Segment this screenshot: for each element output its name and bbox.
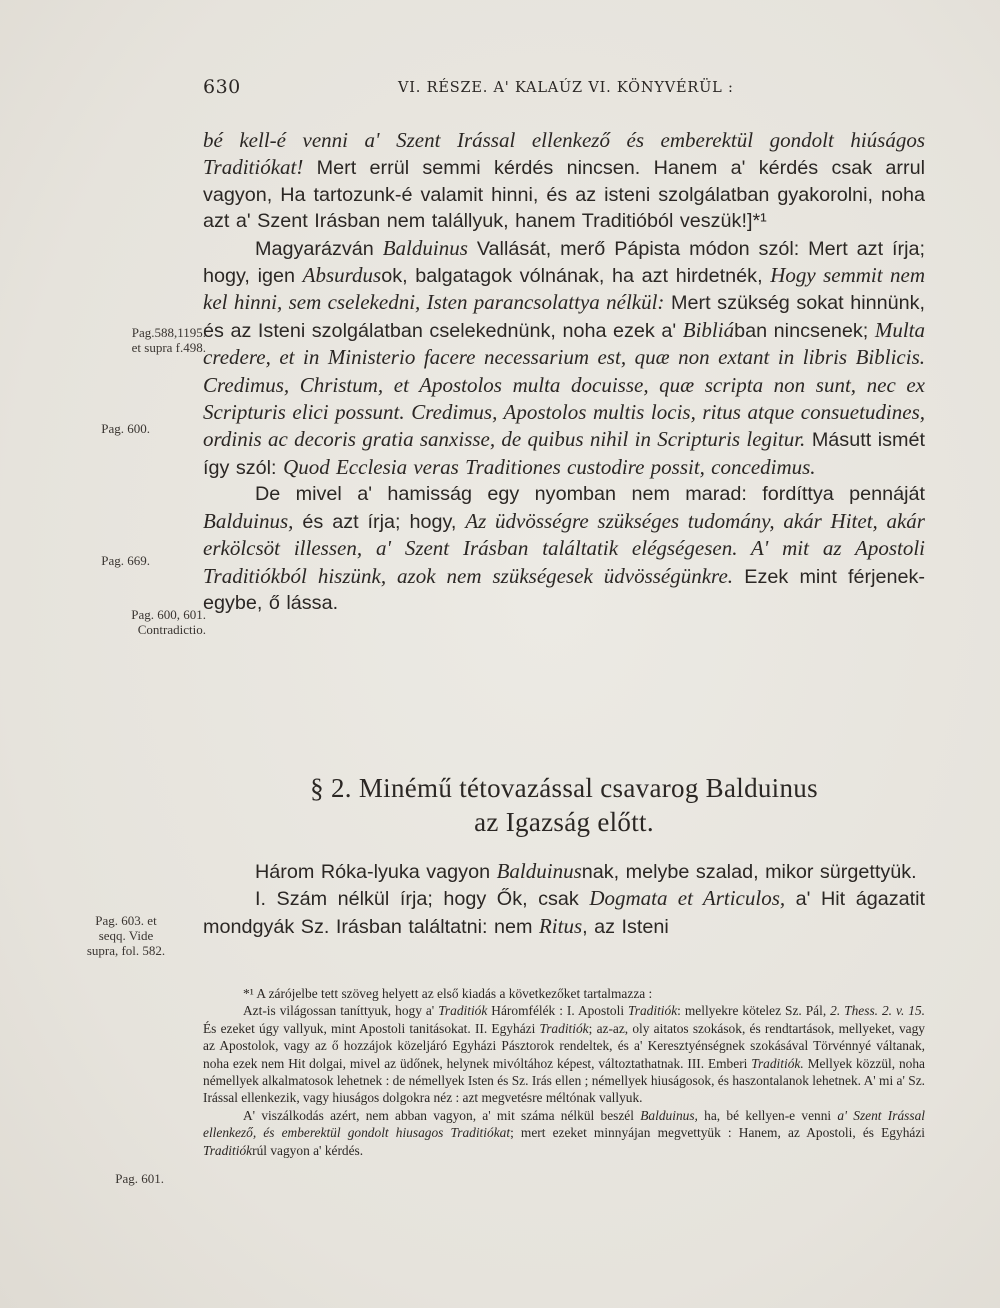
margin-note-line: Contradictio. xyxy=(137,622,206,637)
page-header xyxy=(0,74,1000,104)
paragraph-balduinus-confession xyxy=(203,235,925,482)
margin-note-pag-603 xyxy=(58,913,194,958)
margin-note-line: Pag. 603. et xyxy=(95,913,157,928)
text-run: Másutt ismét így szól: xyxy=(203,429,925,479)
margin-note-line: Pag. 600, 601. xyxy=(131,607,206,622)
text-run: ban nincsenek; xyxy=(734,319,875,342)
italic-text-run: Bibliá xyxy=(682,317,735,342)
section-heading xyxy=(203,771,925,839)
section-paragraph-1 xyxy=(203,858,925,885)
italic-text-run: Dogmata et Articulos, xyxy=(589,886,786,911)
text-run: Ezek mint férjenek-egybe, ő lássa. xyxy=(203,565,926,614)
margin-note-line: et supra f.498. xyxy=(131,340,206,355)
text-run: Mert errül semmi kérdés nincsen. Hanem a' kérdés csak arrul vagyon, Ha tartozunk-é valamit hinni, és az isteni szolgálatban gyakorolni, noha azt a' Szent Irásban nem talállyuk, hanem Traditióból veszük!]*¹ xyxy=(203,157,925,233)
text-run: Vallását, merő Pápista módon szól: Mert azt írja; hogy, igen xyxy=(203,237,925,288)
italic-text-run: Balduinus xyxy=(382,235,468,260)
text-run: Háromfélék : I. Apostoli xyxy=(487,1003,629,1019)
page-number: 630 xyxy=(203,76,241,98)
section-text xyxy=(203,858,925,940)
text-run: Magyarázván xyxy=(255,237,383,260)
text-run: De mivel a' hamisság egy nyomban nem marad: fordíttya pennáját xyxy=(255,483,925,506)
italic-text-run: Ritus xyxy=(538,913,583,938)
footnote-1-body xyxy=(203,1002,925,1106)
section-heading-line-2: az Igazság előtt. xyxy=(474,807,654,837)
text-run: I. Szám nélkül írja; hogy Ők, csak xyxy=(255,888,590,911)
text-run: ok, balgatagok vólnának, ha azt hirdetnék, xyxy=(381,265,771,288)
paragraph-continuation xyxy=(203,127,925,235)
text-run: ; az-az, oly aitatos szokások, és rendtartások, mellyeket, vagy az Apostolok, vagy az ő hozzájok közeljáró Egyházi Pásztorok rendeltek, és a' Keresztyénségnek szokásával Törvénnyé váltanak, noha ezek nem Hit dolgai, mivel az üdőnek, helynek mivóltához képest, változtathatnak. III. Emberi xyxy=(203,1020,925,1071)
italic-text-run: Hogy semmit nem kel hinni, sem cselekedni, Isten parancsolattya nélkül: xyxy=(203,263,925,315)
margin-note-line: supra, fol. 582. xyxy=(86,943,166,958)
text-run: , az Isteni xyxy=(582,915,669,938)
italic-text-run: 2. Thess. 2. v. 15. xyxy=(830,1003,925,1019)
italic-text-run: Traditiók. xyxy=(751,1055,804,1071)
text-run: Mert szükség sokat hinnünk, és az Isteni szolgálatban cselekednünk, noha ezek a' xyxy=(203,292,925,342)
italic-text-run: Balduinus, xyxy=(640,1107,698,1123)
footnote-1-intro: *¹ A zárójelbe tett szöveg helyett az első kiadás a következőket tartalmazza : xyxy=(243,986,653,1001)
margin-note-pag-588 xyxy=(58,325,206,355)
italic-text-run: Traditiók xyxy=(628,1003,678,1019)
margin-note-line: Pag.588,1195. xyxy=(131,325,206,340)
text-run: A' viszálkodás azért, nem abban vagyon, a' mit száma nélkül beszél xyxy=(243,1107,641,1123)
text-run: ; mert ezeket minnyájan megvettyük : Hanem, az Apostoli, és Egyházi xyxy=(510,1125,926,1141)
italic-text-run: Balduinus, xyxy=(203,508,294,533)
italic-text-run: a' Szent Irással ellenkező, és emberektül gondolt hiusagos Traditiókat xyxy=(203,1107,925,1141)
italic-text-run: Az üdvösségre szükséges tudomány, akár Hitet, akár erkölcsöt illessen, a' Szent Irásban találtatik elégségesen. A' mit az Apostoli Traditiókból hiszünk, azok nem szükségesek üdvösségünkre. xyxy=(203,508,925,588)
italic-text-run: Multa credere, et in Ministerio facere necessarium est, quæ non extant in libris Biblicis. Credimus, Christum, et Apostolos multa docuisse, quæ scripta non sunt, nec ex Scripturis elici possunt. Credimus, Apostolos multis locis, ritus atque consuetudines, ordinis ac decoris gratia sanxisse, de quibus nihil in Scripturis legitur. xyxy=(203,317,925,452)
italic-text-run: Traditiók xyxy=(438,1003,488,1019)
margin-note-pag-600: Pag. 600. xyxy=(101,421,150,436)
text-run: Három Róka-lyuka vagyon xyxy=(255,861,497,883)
text-run: a' Hit ágazatit mondgyák Sz. Irásban találtatni: nem xyxy=(203,888,925,938)
margin-note-line: seqq. Vide xyxy=(98,928,154,943)
text-run: : mellyekre kötelez Sz. Pál, xyxy=(677,1003,831,1019)
footnote-2-body xyxy=(203,1107,925,1159)
italic-text-run: bé kell-é venni a' Szent Irással ellenkező és emberektül gondolt hiúságos Traditiókat! xyxy=(203,128,925,180)
main-text xyxy=(203,127,925,616)
margin-note-contradictio xyxy=(58,607,206,637)
text-run: nak, melybe szalad, mikor sürgettyük. xyxy=(581,861,917,883)
text-run: Mellyek közzül, noha némellyek alkalmatosok lehetnek : de némellyek Isten és Sz. Irás ellen ; némellyek hiuságosok, és haszontalanok lehetnek. A' mi a' Sz. Irással ellenkezik, vagy hiuságos dolgokra néz : azt megvetésre méltónak vallyuk. xyxy=(203,1055,925,1106)
text-run: és azt írja; hogy, xyxy=(293,510,466,533)
section-heading-line-1: § 2. Minémű tétovazással csavarog Balduinus xyxy=(310,773,818,803)
italic-text-run: Traditiók xyxy=(203,1142,253,1158)
italic-text-run: Traditiók xyxy=(539,1020,589,1036)
text-run: És ezeket úgy vallyuk, mint Apostoli tanitásokat. II. Egyházi xyxy=(203,1020,540,1036)
running-head: VI. RÉSZE. A' KALAÚZ VI. KÖNYVÉRÜL : xyxy=(398,80,734,96)
text-run: ha, bé kellyen-e venni xyxy=(697,1107,838,1123)
margin-note-pag-601: Pag. 601. xyxy=(115,1171,164,1186)
paragraph-contradiction xyxy=(203,481,925,616)
italic-text-run: Quod Ecclesia veras Traditiones custodire possit, concedimus. xyxy=(283,454,816,479)
text-run: Azt-is világossan taníttyuk, hogy a' xyxy=(243,1003,439,1019)
text-run: rúl vagyon a' kérdés. xyxy=(252,1142,364,1158)
footnotes xyxy=(203,985,925,1159)
section-paragraph-2 xyxy=(203,885,925,940)
margin-note-pag-669: Pag. 669. xyxy=(101,553,150,568)
italic-text-run: Absurdus xyxy=(302,263,382,288)
italic-text-run: Balduinus xyxy=(496,859,582,883)
